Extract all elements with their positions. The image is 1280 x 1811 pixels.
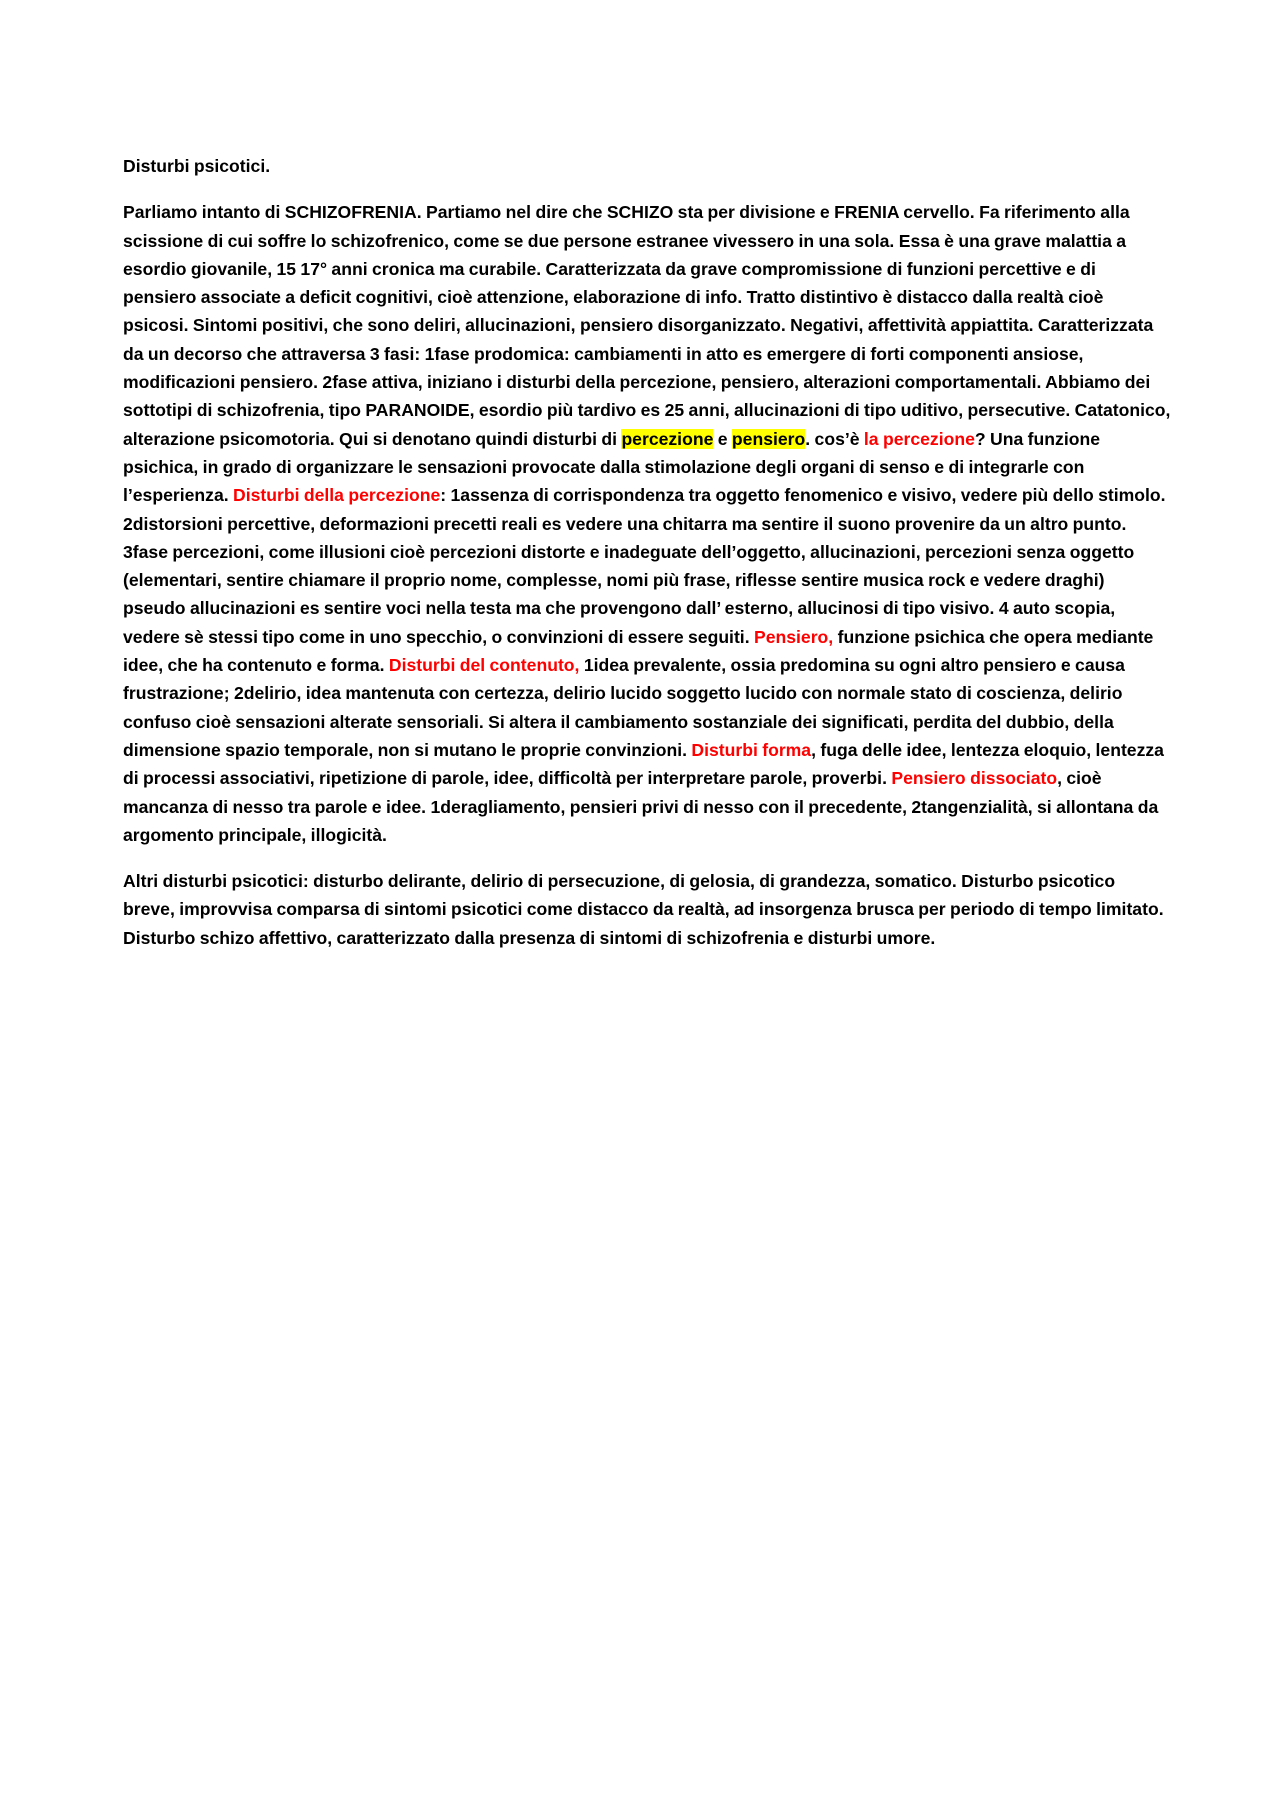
red-heading-disturbi-percezione: Disturbi della percezione xyxy=(233,485,441,506)
red-heading-pensiero: Pensiero, xyxy=(753,626,834,647)
text-run: funzione psichica che opera mediante idee, che ha contenuto e forma. xyxy=(123,626,1154,676)
red-heading-disturbi-contenuto: Disturbi del contenuto, xyxy=(388,655,580,676)
text-run: . cos’è xyxy=(805,428,864,449)
text-run: , cioè mancanza di nesso tra parole e idee. 1deragliamento, pensieri privi di nesso con il precedente, 2tangenzialità, si allontana da argomento principale, illogicità. xyxy=(123,768,1159,845)
red-heading-disturbi-forma: Disturbi forma xyxy=(691,739,812,760)
text-run: e xyxy=(713,428,732,449)
text-run: ? Una funzione psichica, in grado di organizzare le sensazioni provocate dalla stimolazione degli organi di senso e di integrarle con l’esperienza. xyxy=(123,428,1100,506)
text-run: : 1assenza di corrispondenza tra oggetto fenomenico e visivo, vedere più dello stimolo. 2distorsioni percettive, deformazioni precetti reali es vedere una chitarra ma sentire il suono provenire da un altro punto. 3fase percezioni, come illusioni cioè percezioni distorte e inadeguate dell’oggetto, allucinazioni, percezioni senza oggetto (elementari, sentire chiamare il proprio nome, complesse, nomi più frase, riflesse sentire musica rock e vedere draghi) pseudo allucinazioni es sentire voci nella testa ma che provengono dall’ esterno, allucinosi di tipo visivo. 4 auto scopia, vedere sè stessi tipo come in uno specchio, o convinzioni di essere seguiti. xyxy=(123,485,1166,647)
text-run: 1idea prevalente, ossia predomina su ogni altro pensiero e causa frustrazione; 2delirio, idea mantenuta con certezza, delirio lucido soggetto lucido con normale stato di coscienza, delirio confuso cioè sensazioni alterate sensoriali. Si altera il cambiamento sostanziale dei significati, perdita del dubbio, della dimensione spazio temporale, non si mutano le proprie convinzioni. xyxy=(123,655,1125,760)
paragraph-schizofrenia xyxy=(123,198,1171,849)
red-heading-pensiero-dissociato: Pensiero dissociato xyxy=(891,768,1058,789)
text-run: , fuga delle idee, lentezza eloquio, lentezza di processi associativi, ripetizione di parole, idee, difficoltà per interpretare parole, proverbi. xyxy=(123,739,1164,789)
document-page xyxy=(123,152,1171,970)
paragraph-altri-disturbi: Altri disturbi psicotici: disturbo delirante, delirio di persecuzione, di gelosia, di grandezza, somatico. Disturbo psicotico breve, improvvisa comparsa di sintomi psicotici come distacco da realtà, ad insorgenza brusca per periodo di tempo limitato. Disturbo schizo affettivo, caratterizzato dalla presenza di sintomi di schizofrenia e disturbi umore. xyxy=(123,871,1164,948)
document-title: Disturbi psicotici. xyxy=(123,156,271,176)
text-run: Parliamo intanto di SCHIZOFRENIA. Partiamo nel dire che SCHIZO sta per divisione e FRENIA cervello. Fa riferimento alla scissione di cui soffre lo schizofrenico, come se due persone estranee vivessero in una sola. Essa è una grave malattia a esordio giovanile, 15 17° anni cronica ma curabile. Caratterizzata da grave compromissione di funzioni percettive e di pensiero associate a deficit cognitivi, cioè attenzione, elaborazione di info. Tratto distintivo è distacco dalla realtà cioè psicosi. Sintomi positivi, che sono deliri, allucinazioni, pensiero disorganizzato. Negativi, affettività appiattita. Caratterizzata da un decorso che attraversa 3 fasi: 1fase prodomica: cambiamenti in atto es emergere di forti componenti ansiose, modificazioni pensiero. 2fase attiva, iniziano i disturbi della percezione, pensiero, alterazioni comportamentali. Abbiamo dei sottotipi di schizofrenia, tipo PARANOIDE, esordio più tardivo es 25 anni, allucinazioni di tipo uditivo, persecutive. Catatonico, alterazione psicomotoria. Qui si denotano quindi disturbi di xyxy=(123,202,1171,449)
highlighted-term-pensiero: pensiero xyxy=(731,428,806,449)
highlighted-term-percezione: percezione xyxy=(621,428,714,449)
red-term-la-percezione: la percezione xyxy=(863,428,975,449)
